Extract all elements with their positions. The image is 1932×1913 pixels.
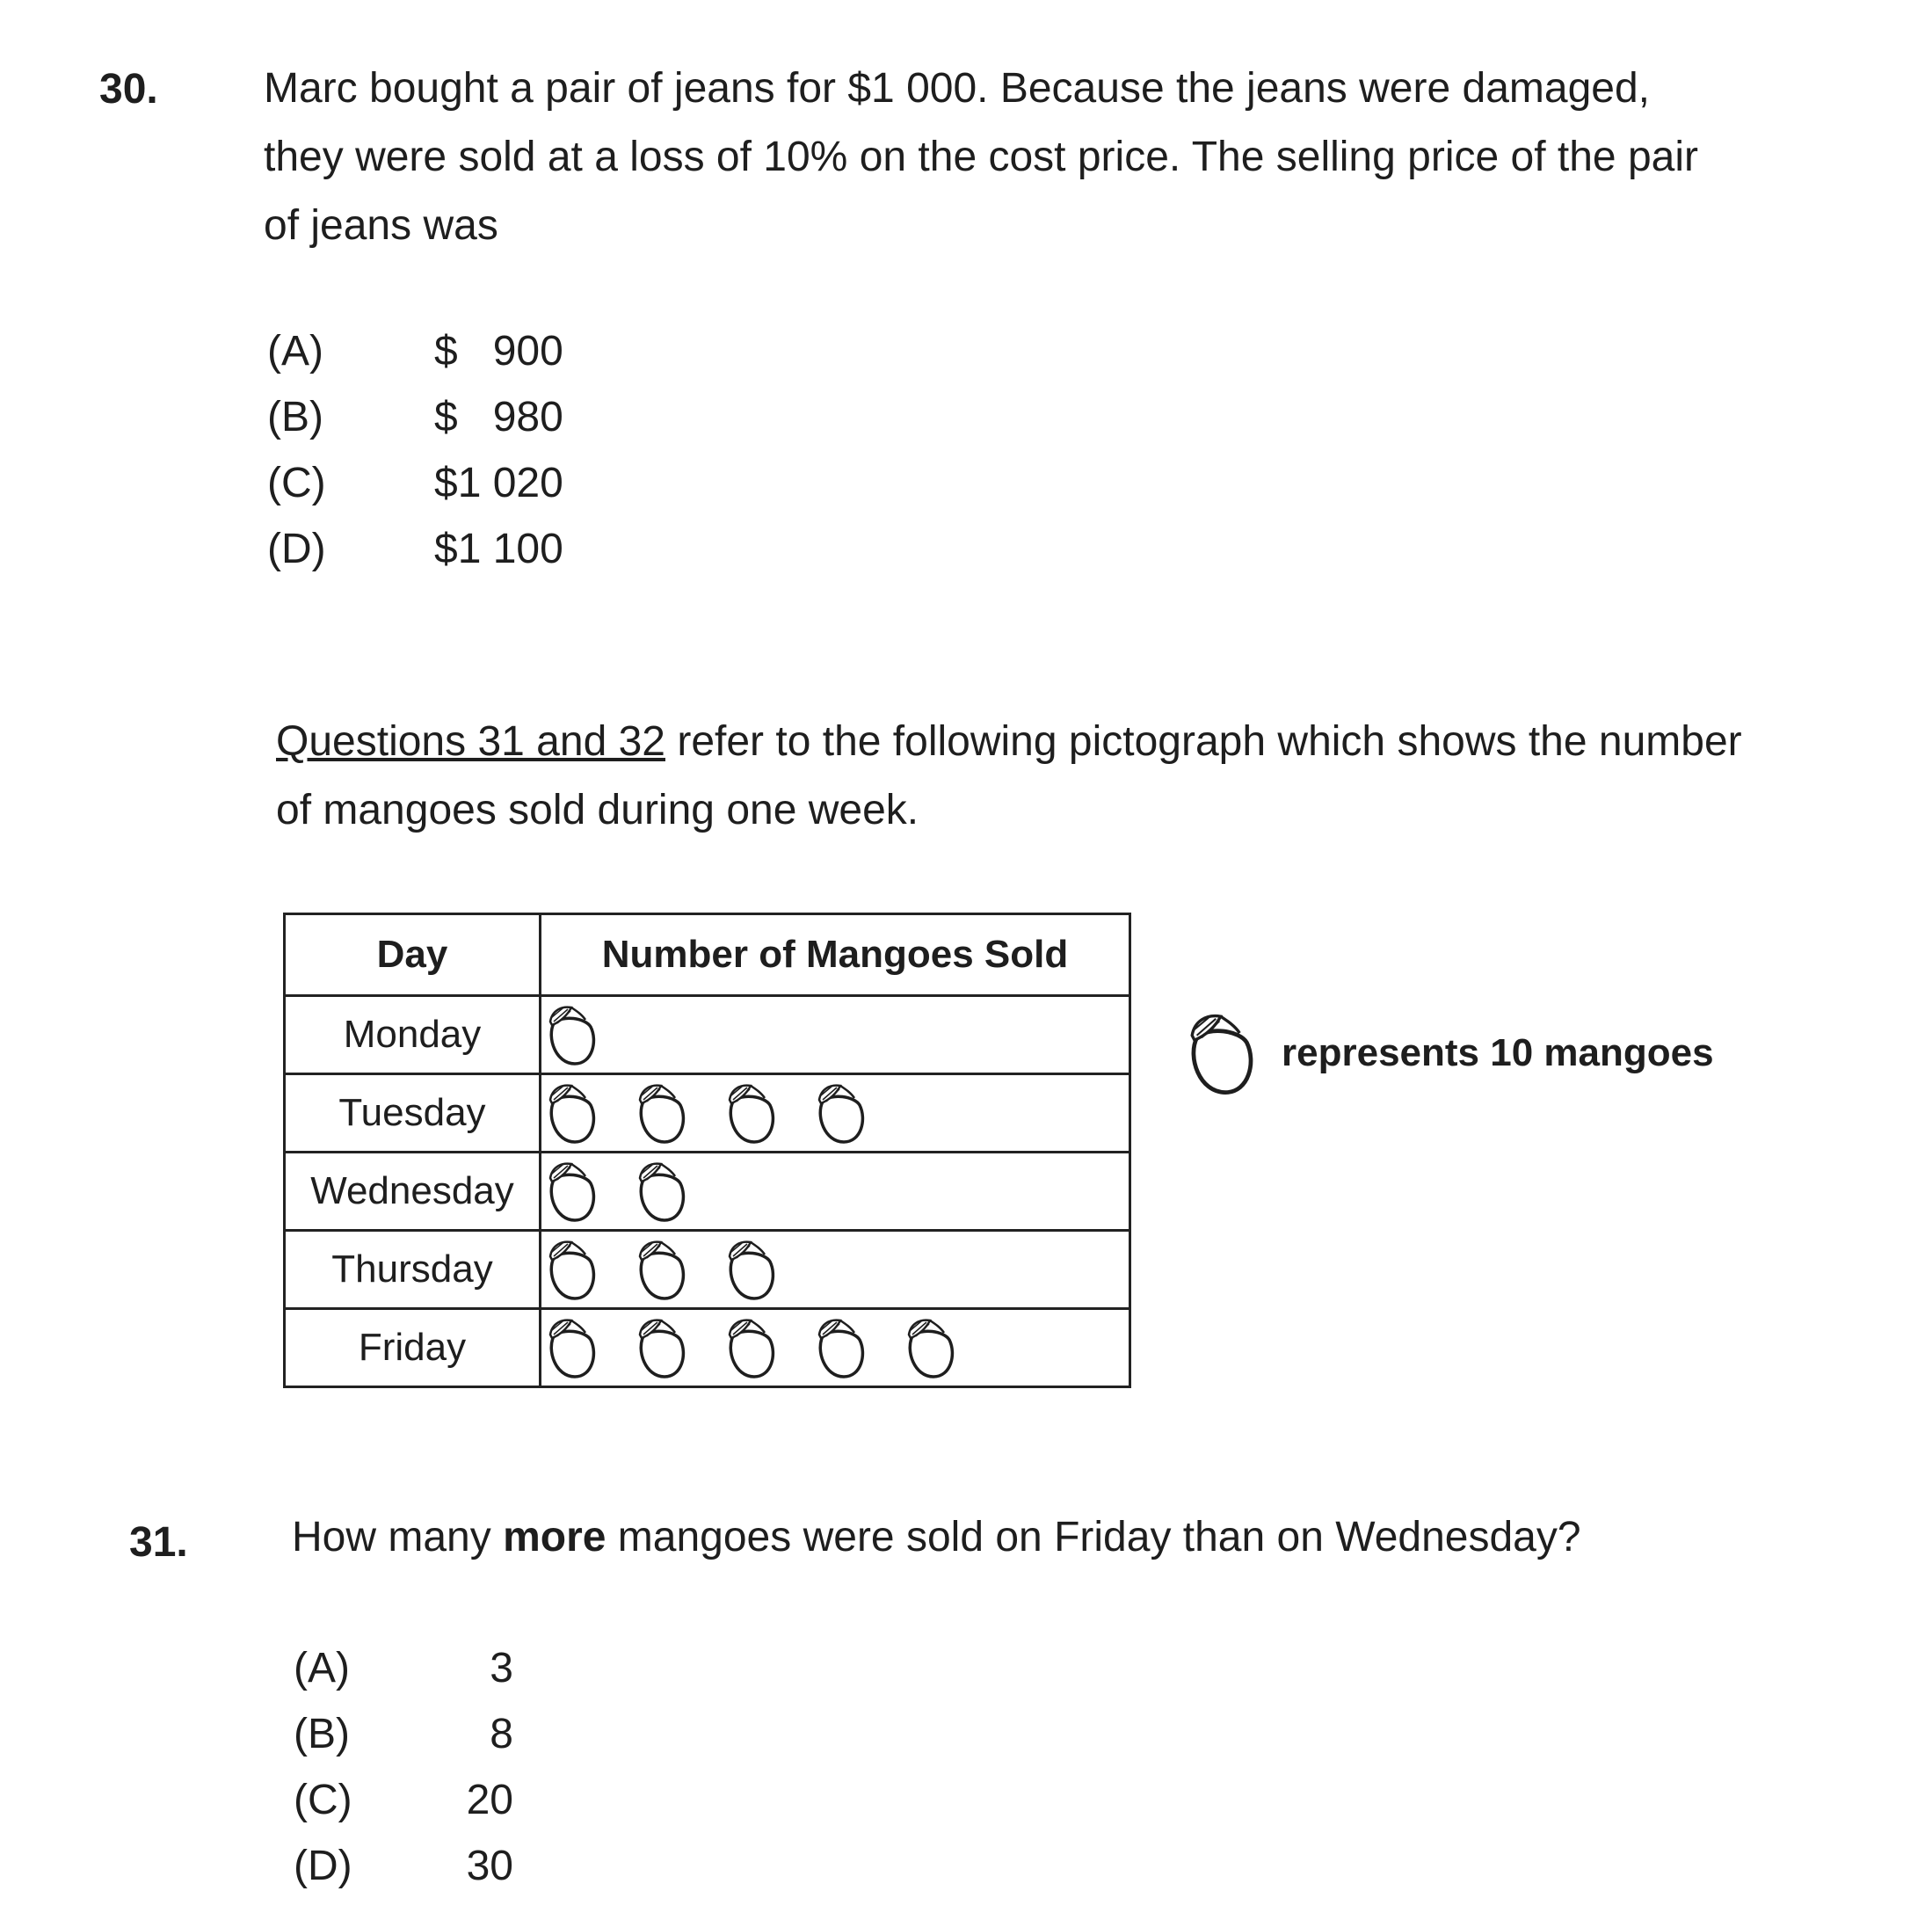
table-row	[285, 1231, 1130, 1309]
header-mangoes-sold: Number of Mangoes Sold	[541, 914, 1130, 996]
option-letter: (D)	[294, 1843, 352, 1889]
mango-icon	[541, 1315, 603, 1380]
question-31-number: 31.	[129, 1519, 188, 1566]
question-31-option-c[interactable]	[294, 1767, 513, 1833]
mangoes-cell	[541, 1153, 1130, 1231]
option-value: 30	[466, 1843, 513, 1889]
mango-icon-group	[541, 1080, 1129, 1146]
day-cell: Tuesday	[285, 1074, 541, 1153]
mango-icon	[541, 1002, 603, 1067]
mango-icon-group	[541, 1159, 1129, 1224]
question-30-stem-line: Marc bought a pair of jeans for $1 000. Because the jeans were damaged,	[264, 65, 1650, 112]
mangoes-cell	[541, 1074, 1130, 1153]
mango-icon	[721, 1315, 782, 1380]
mango-icon	[1180, 1009, 1264, 1097]
mango-icon	[631, 1237, 693, 1302]
mango-icon	[900, 1315, 962, 1380]
header-day: Day	[285, 914, 541, 996]
mango-icon	[541, 1080, 603, 1146]
option-value: $1 020	[434, 460, 563, 506]
option-value: $ 980	[434, 394, 563, 440]
mango-icon	[631, 1159, 693, 1224]
stem-text: How many	[292, 1514, 504, 1560]
mango-icon	[631, 1080, 693, 1146]
stem-emphasis: more	[503, 1514, 606, 1560]
questions-reference: Questions 31 and 32	[276, 718, 665, 765]
option-value: 20	[466, 1777, 513, 1823]
pictograph-intro	[276, 708, 1742, 845]
mango-icon-group	[541, 1315, 1129, 1380]
stem-text: mangoes were sold on Friday than on Wednesday?	[606, 1514, 1581, 1560]
day-cell: Friday	[285, 1309, 541, 1387]
mango-icon	[721, 1080, 782, 1146]
pictograph-key	[1180, 1009, 1714, 1097]
option-value: 8	[490, 1711, 513, 1757]
key-label: represents 10 mangoes	[1282, 1031, 1714, 1074]
option-value: $1 100	[434, 526, 563, 572]
pictograph-table	[283, 913, 1131, 1388]
mango-icon	[810, 1315, 872, 1380]
mango-icon	[631, 1315, 693, 1380]
question-30-option-d[interactable]	[267, 516, 563, 582]
option-letter: (B)	[294, 1711, 350, 1757]
question-30-stem	[264, 55, 1698, 260]
question-30-options	[267, 318, 563, 582]
mango-icon-group	[541, 1237, 1129, 1302]
mango-icon	[541, 1237, 603, 1302]
option-letter: (B)	[267, 394, 323, 440]
option-value: 3	[490, 1645, 513, 1691]
question-31-option-b[interactable]	[294, 1701, 513, 1767]
option-letter: (C)	[267, 460, 326, 506]
table-row	[285, 1074, 1130, 1153]
mango-icon	[721, 1237, 782, 1302]
question-31-option-d[interactable]	[294, 1833, 513, 1899]
question-31-options	[294, 1635, 513, 1899]
mango-icon-group	[541, 1002, 1129, 1067]
pictograph-intro-line-1	[276, 708, 1742, 776]
mango-icon	[810, 1080, 872, 1146]
question-30-stem-line: they were sold at a loss of 10% on the cost price. The selling price of the pair	[264, 134, 1698, 180]
option-letter: (A)	[294, 1645, 350, 1691]
option-letter: (C)	[294, 1777, 352, 1823]
option-value: $ 900	[434, 328, 563, 375]
option-letter: (A)	[267, 328, 323, 375]
day-cell: Wednesday	[285, 1153, 541, 1231]
option-letter: (D)	[267, 526, 326, 572]
question-31-stem	[292, 1503, 1581, 1572]
table-header-row	[285, 914, 1130, 996]
question-31-option-a[interactable]	[294, 1635, 513, 1701]
mangoes-cell	[541, 1231, 1130, 1309]
day-cell: Thursday	[285, 1231, 541, 1309]
question-30-stem-line: of jeans was	[264, 202, 498, 249]
pictograph-body	[285, 996, 1130, 1387]
table-row	[285, 1309, 1130, 1387]
pictograph-intro-line-2: of mangoes sold during one week.	[276, 787, 919, 833]
mango-icon	[541, 1159, 603, 1224]
question-30-option-b[interactable]	[267, 384, 563, 450]
question-30-option-a[interactable]	[267, 318, 563, 384]
question-30-number: 30.	[99, 66, 158, 113]
question-30-option-c[interactable]	[267, 450, 563, 516]
table-row	[285, 1153, 1130, 1231]
day-cell: Monday	[285, 996, 541, 1074]
mangoes-cell	[541, 996, 1130, 1074]
mangoes-cell	[541, 1309, 1130, 1387]
intro-text: refer to the following pictograph which shows the number	[665, 718, 1742, 765]
table-row	[285, 996, 1130, 1074]
